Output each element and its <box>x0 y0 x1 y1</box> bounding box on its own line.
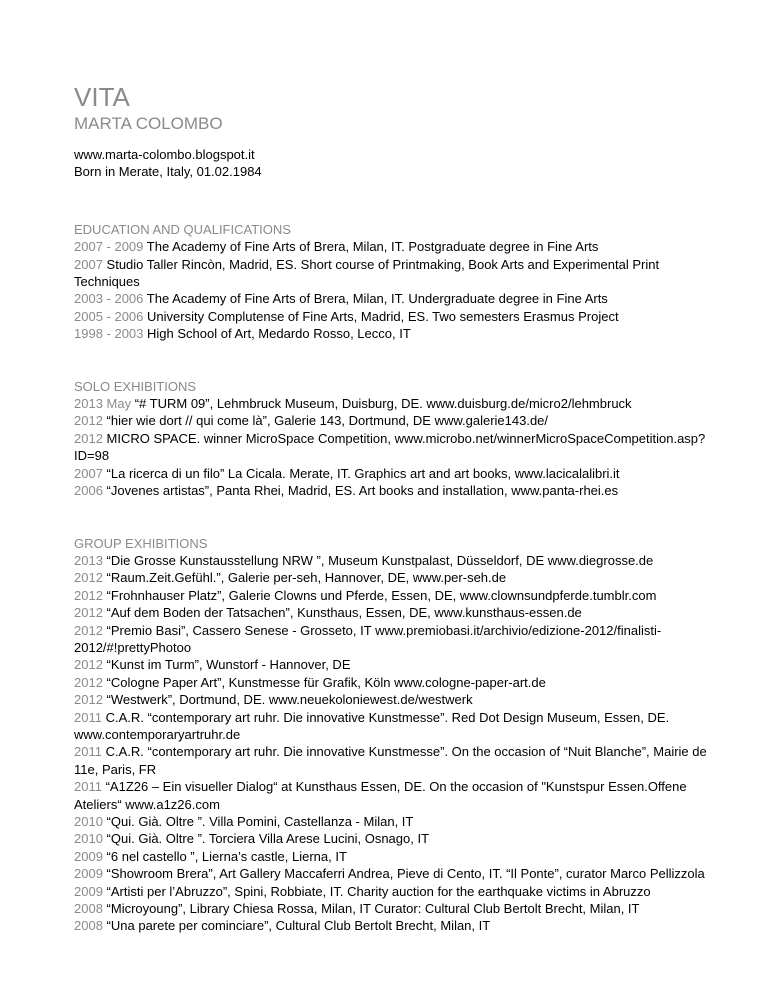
section-title: GROUP EXHIBITIONS <box>74 535 208 551</box>
entry-text: “Qui. Già. Oltre ”. Torciera Villa Arese Lucini, Osnago, IT <box>106 831 430 847</box>
entry-text: “Die Grosse Kunstausstellung NRW ”, Museum Kunstpalast, Düsseldorf, DE www.diegrosse.de <box>106 552 654 568</box>
entry-text: “hier wie dort // qui come là”, Galerie 143, Dortmund, DE www.galerie143.de/ <box>106 413 549 429</box>
cv-entry <box>74 691 714 708</box>
entry-year: 2010 <box>74 831 103 847</box>
entry-year: 2009 <box>74 866 103 882</box>
cv-entry <box>74 848 714 865</box>
cv-entry <box>74 552 714 569</box>
cv-entry <box>74 917 714 934</box>
section-title: SOLO EXHIBITIONS <box>74 378 197 394</box>
entry-year: 2013 <box>74 552 103 568</box>
entry-year: 2007 <box>74 465 103 481</box>
cv-entry <box>74 709 714 744</box>
cv-entry <box>74 830 714 847</box>
cv-entry <box>74 865 714 882</box>
cv-entry <box>74 778 714 813</box>
entry-text: The Academy of Fine Arts of Brera, Milan, IT. Postgraduate degree in Fine Arts <box>146 239 599 255</box>
cv-entry <box>74 290 714 307</box>
entry-text: C.A.R. “contemporary art ruhr. Die innovative Kunstmesse”. Red Dot Design Museum, Essen, DE. www.contemporaryartruhr.de <box>74 709 670 742</box>
entry-year: 2012 <box>74 570 103 586</box>
entry-text: “Showroom Brera”, Art Gallery Maccaferri Andrea, Pieve di Cento, IT. “Il Ponte”, curator Marco Pellizzola <box>106 866 705 882</box>
cv-entry <box>74 883 714 900</box>
entry-text: “La ricerca di un filo” La Cicala. Merate, IT. Graphics art and art books, www.lacicalalibri.it <box>106 465 620 481</box>
cv-entry <box>74 604 714 621</box>
entry-text: “Raum.Zeit.Gefühl.”, Galerie per-seh, Hannover, DE, www.per-seh.de <box>106 570 507 586</box>
entry-text: “# TURM 09”, Lehmbruck Museum, Duisburg, DE. www.duisburg.de/micro2/lehmbruck <box>134 396 632 412</box>
entry-year: 2005 - 2006 <box>74 308 144 324</box>
entry-text: “Artisti per l’Abruzzo”, Spini, Robbiate, IT. Charity auction for the earthquake victims in Abruzzo <box>106 883 651 899</box>
cv-entry <box>74 308 714 325</box>
artist-name: MARTA COLOMBO <box>74 114 223 133</box>
cv-section <box>74 535 714 935</box>
cv-sections <box>74 221 714 935</box>
cv-entry <box>74 656 714 673</box>
entry-year: 2008 <box>74 901 103 917</box>
website-link[interactable]: www.marta-colombo.blogspot.it <box>74 147 255 162</box>
entry-text: “Frohnhauser Platz”, Galerie Clowns und Pferde, Essen, DE, www.clownsundpferde.tumblr.com <box>106 587 657 603</box>
entry-year: 2011 <box>74 779 102 795</box>
cv-entry <box>74 395 714 412</box>
entry-year: 2007 - 2009 <box>74 239 144 255</box>
entry-text: “Premio Basi”, Cassero Senese - Grosseto, IT www.premiobasi.it/archivio/edizione-2012/finalisti-2012/#!prettyPhotoo <box>74 622 662 655</box>
cv-section <box>74 221 714 343</box>
cv-entry <box>74 900 714 917</box>
cv-entry <box>74 238 714 255</box>
entry-year: 2012 <box>74 674 103 690</box>
entry-year: 2011 <box>74 709 102 725</box>
entry-text: University Complutense of Fine Arts, Madrid, ES. Two semesters Erasmus Project <box>147 308 619 324</box>
entry-year: 2007 <box>74 256 103 272</box>
entry-text: “A1Z26 – Ein visueller Dialog“ at Kunsthaus Essen, DE. On the occasion of "Kunstspur Essen.Offene Ateliers“ www.a1z26.com <box>74 779 687 812</box>
cv-entry <box>74 743 714 778</box>
cv-entry <box>74 482 714 499</box>
cv-entry <box>74 465 714 482</box>
entry-text: “Kunst im Turm”, Wunstorf - Hannover, DE <box>106 657 351 673</box>
entry-year: 2009 <box>74 883 103 899</box>
entry-year: 2006 <box>74 483 103 499</box>
entry-text: MICRO SPACE. winner MicroSpace Competition, www.microbo.net/winnerMicroSpaceCompetition.asp?ID=98 <box>74 430 706 464</box>
cv-entry <box>74 622 714 657</box>
entry-text: Studio Taller Rincòn, Madrid, ES. Short course of Printmaking, Book Arts and Experimental Print Techniques <box>74 256 660 290</box>
entry-year: 2013 May <box>74 396 132 412</box>
entry-year: 2008 <box>74 918 103 934</box>
entry-year: 2012 <box>74 430 103 446</box>
cv-section <box>74 378 714 500</box>
entry-year: 2009 <box>74 848 103 864</box>
cv-entry <box>74 430 714 465</box>
entry-text: “Microyoung”, Library Chiesa Rossa, Milan, IT Curator: Cultural Club Bertolt Brecht, Milan, IT <box>106 901 640 917</box>
entry-text: “Westwerk”, Dortmund, DE. www.neuekoloniewest.de/westwerk <box>106 692 473 708</box>
entry-text: “Cologne Paper Art”, Kunstmesse für Grafik, Köln www.cologne-paper-art.de <box>106 674 546 690</box>
entry-year: 1998 - 2003 <box>74 326 144 342</box>
cv-entry <box>74 569 714 586</box>
entry-text: “Una parete per cominciare”, Cultural Club Bertolt Brecht, Milan, IT <box>106 918 491 934</box>
section-title: EDUCATION AND QUALIFICATIONS <box>74 221 291 237</box>
entry-year: 2012 <box>74 622 103 638</box>
cv-entry <box>74 587 714 604</box>
entry-year: 2010 <box>74 814 103 829</box>
entry-text: C.A.R. “contemporary art ruhr. Die innovative Kunstmesse”. On the occasion of “Nuit Blanche”, Mairie de 11e, Paris, FR <box>74 744 707 777</box>
entry-text: “6 nel castello ”, Lierna’s castle, Lierna, IT <box>106 848 347 864</box>
entry-text: “Qui. Già. Oltre ”. Villa Pomini, Castellanza - Milan, IT <box>106 814 414 829</box>
cv-entry <box>74 325 714 342</box>
entry-text: The Academy of Fine Arts of Brera, Milan, IT. Undergraduate degree in Fine Arts <box>146 291 608 307</box>
page-title: VITA <box>74 82 130 112</box>
entry-year: 2003 - 2006 <box>74 291 144 307</box>
entry-text: “Jovenes artistas”, Panta Rhei, Madrid, ES. Art books and installation, www.panta-rhei.es <box>106 483 619 499</box>
entry-text: “Auf dem Boden der Tatsachen”, Kunsthaus, Essen, DE, www.kunsthaus-essen.de <box>106 605 582 621</box>
contact-info <box>74 146 714 181</box>
cv-entry <box>74 412 714 429</box>
cv-document <box>74 82 714 935</box>
birth-info: Born in Merate, Italy, 01.02.1984 <box>74 164 262 180</box>
entry-year: 2012 <box>74 605 103 621</box>
entry-text: High School of Art, Medardo Rosso, Lecco, IT <box>147 326 411 342</box>
cv-entry <box>74 256 714 291</box>
cv-entry <box>74 674 714 691</box>
cv-entry <box>74 813 714 830</box>
entry-year: 2012 <box>74 587 103 603</box>
entry-year: 2012 <box>74 413 103 429</box>
entry-year: 2011 <box>74 744 102 760</box>
entry-year: 2012 <box>74 692 103 708</box>
entry-year: 2012 <box>74 657 103 673</box>
